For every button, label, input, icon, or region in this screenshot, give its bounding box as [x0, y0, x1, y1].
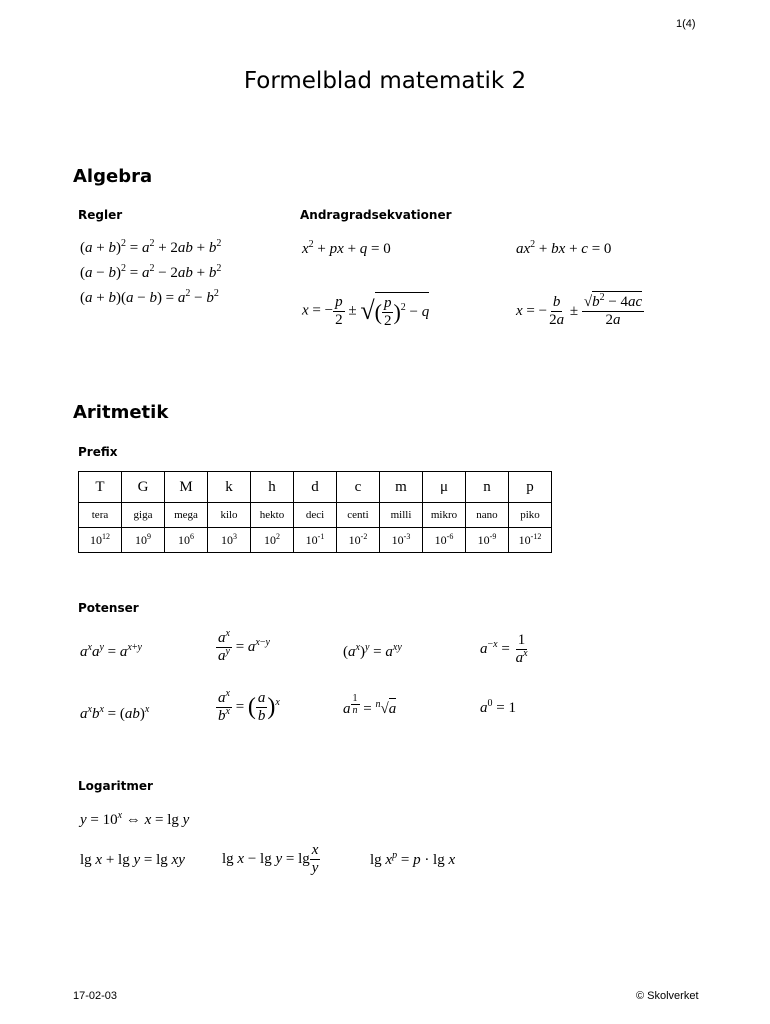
log-power-rule: $\lg x^p = p \cdot \lg x$ [370, 850, 456, 868]
prefix-name: hekto [251, 503, 294, 528]
prefix-name: piko [509, 503, 552, 528]
pq-formula: x = − $\frac{p}{2}$ ± √( $\frac{p}{2}$ )$^2$ − q [302, 293, 430, 329]
prefix-power: $10^{-6}$ [423, 528, 466, 553]
aritmetik-heading: Aritmetik [73, 402, 169, 423]
prefix-name: centi [337, 503, 380, 528]
power-quotient-rule: $\frac{a^x}{a^y}$ = $a^{x-y}$ [218, 628, 270, 664]
prefix-symbol: c [337, 472, 380, 503]
power-of-power-rule: $(a^x)^y = a^{xy}$ [343, 642, 402, 660]
negative-exponent-rule: $a^{-x}$ = $\frac{1}{a^x}$ [480, 632, 528, 666]
rule-conjugate: $(a + b)(a - b) = a^2 - b^2$ [80, 288, 219, 306]
prefix-exponent: -12 [530, 531, 542, 541]
power-product-rule: $a^xa^y = a^{x+y}$ [80, 642, 142, 660]
prefix-symbol: n [466, 472, 509, 503]
rules-heading: Regler [78, 208, 123, 222]
zero-exponent-rule: $a^0 = 1$ [480, 698, 516, 716]
prefix-heading: Prefix [78, 445, 118, 459]
footer-date: 17-02-03 [73, 990, 118, 1002]
prefix-exponent: 12 [102, 531, 110, 541]
pq-equation: $x^2$ + px + q = 0 [302, 239, 391, 257]
prefix-exponent: 6 [190, 531, 194, 541]
prefix-power: $10^{-2}$ [337, 528, 380, 553]
prefix-exponent: 9 [147, 531, 151, 541]
prefix-exponent: -2 [360, 531, 368, 541]
prefix-exponent: 3 [233, 531, 237, 541]
prefix-power: $10^{-12}$ [509, 528, 552, 553]
footer-copyright: © Skolverket [636, 990, 699, 1002]
prefix-power: $10^{-9}$ [466, 528, 509, 553]
prefix-symbol: M [165, 472, 208, 503]
quadratic-heading: Andragradsekvationer [300, 208, 452, 222]
algebra-heading: Algebra [73, 166, 153, 187]
page-title: Formelblad matematik 2 [243, 68, 527, 94]
prefix-name: mikro [423, 503, 466, 528]
prefix-name: deci [294, 503, 337, 528]
prefix-power: $10^6$ [165, 528, 208, 553]
power-quotient-base-rule: $\frac{a^x}{b^x}$ = ( $\frac{a}{b}$ )$^x$ [218, 688, 280, 724]
root-exponent-rule: a $^{\frac{1}{n}}$ = $^n$√a [343, 693, 397, 717]
prefix-name: tera [79, 503, 122, 528]
prefix-exponent: -6 [446, 531, 454, 541]
rule-square-diff: $(a - b)^2 = a^2 - 2ab + b^2$ [80, 263, 222, 281]
prefix-symbol: μ [423, 472, 466, 503]
prefix-power: $10^3$ [208, 528, 251, 553]
prefix-power: $10^{-3}$ [380, 528, 423, 553]
prefix-symbol: d [294, 472, 337, 503]
log-product-rule: lg x + lg y = lg xy [80, 852, 185, 868]
prefix-power: $10^2$ [251, 528, 294, 553]
log-definition: $y = 10^x$ ⇔ x = lg y [80, 810, 190, 828]
prefix-name: nano [466, 503, 509, 528]
prefix-symbol: G [122, 472, 165, 503]
prefix-symbol: h [251, 472, 294, 503]
prefix-exponent: -9 [489, 531, 497, 541]
prefix-name: giga [122, 503, 165, 528]
prefix-name: kilo [208, 503, 251, 528]
prefix-symbol: p [509, 472, 552, 503]
abc-equation: $ax^2$ + bx + c = 0 [516, 239, 612, 257]
prefix-symbol: k [208, 472, 251, 503]
page-number: 1(4) [676, 18, 696, 30]
prefix-symbol: T [79, 472, 122, 503]
log-quotient-rule: lg x − lg y = lg $\frac{x}{y}$ [222, 842, 319, 876]
abc-formula: x = − $\frac{b}{2a}$ ± $\frac{√b^2 - 4ac}{2a}$ [516, 292, 643, 328]
prefix-exponent: -1 [317, 531, 325, 541]
prefix-name: milli [380, 503, 423, 528]
prefix-power: $10^{12}$ [79, 528, 122, 553]
prefix-power: $10^9$ [122, 528, 165, 553]
prefix-power: $10^{-1}$ [294, 528, 337, 553]
prefix-name: mega [165, 503, 208, 528]
rule-square-sum: $(a + b)^2 = a^2 + 2ab + b^2$ [80, 238, 222, 256]
log-heading: Logaritmer [78, 779, 153, 793]
prefix-exponent: -3 [403, 531, 411, 541]
prefix-table [78, 471, 552, 553]
prefix-exponent: 2 [276, 531, 280, 541]
prefix-symbol: m [380, 472, 423, 503]
power-product-base-rule: $a^xb^x = (ab)^x$ [80, 704, 150, 722]
powers-heading: Potenser [78, 601, 139, 615]
